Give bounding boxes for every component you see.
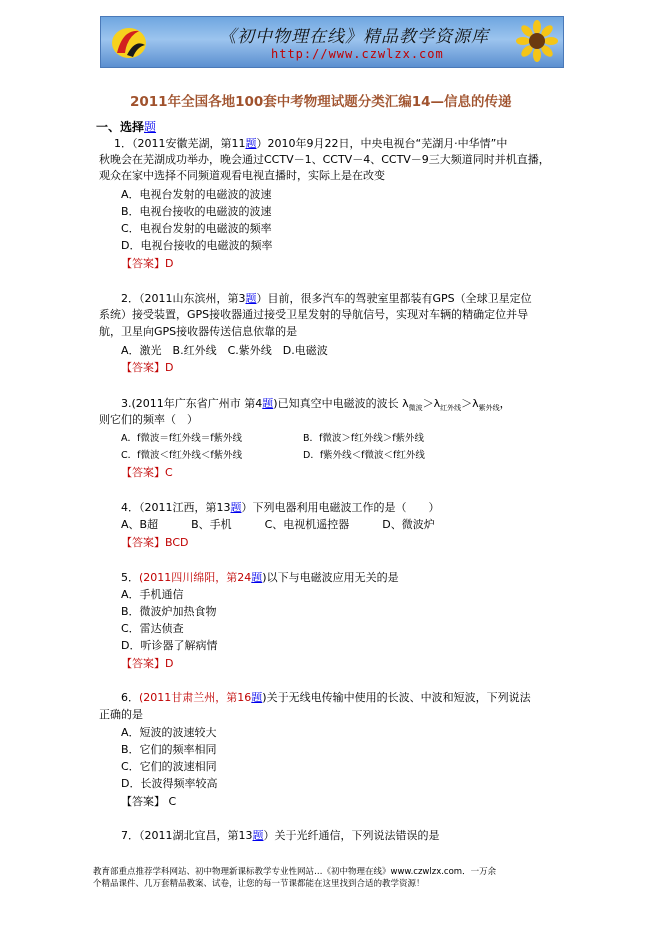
q1-option-b: B．电视台接收的电磁波的波速 — [121, 205, 272, 218]
q4-line1 — [121, 500, 440, 515]
q1-text: ）2010年9月22日，中央电视台“芜湖月·中华情”中 — [256, 137, 508, 150]
q1-option-c: C．电视台发射的电磁波的频率 — [121, 222, 272, 235]
q2-answer: 【答案】D — [121, 361, 174, 374]
q5-text: )以下与电磁波应用无关的是 — [262, 571, 399, 584]
section-link[interactable]: 题 — [144, 120, 157, 134]
q4-options: A、B超 B、手机 C、电视机遥控器 D、微波炉 — [121, 518, 435, 531]
q3-option-d: D．f紫外线＜f微波＜f红外线 — [303, 450, 425, 461]
q4-source: 4．（2011江西，第13 — [121, 501, 231, 514]
q1-option-d: D．电视台接收的电磁波的频率 — [121, 239, 273, 252]
q5-option-d: D．听诊器了解病情 — [121, 639, 218, 652]
q1-link[interactable]: 题 — [245, 137, 257, 150]
q6-line1 — [121, 690, 531, 705]
q3-option-c: C．f微波＜f红外线＜f紫外线 — [121, 450, 243, 461]
q6-option-b: B．它们的频率相同 — [121, 743, 217, 756]
q5-option-b: B．微波炉加热食物 — [121, 605, 217, 618]
q4-answer: 【答案】BCD — [121, 536, 189, 549]
q1-line3: 观众在家中选择不同频道观看电视直播时，实际上是在改变 — [99, 169, 385, 182]
q4-link[interactable]: 题 — [230, 501, 242, 514]
banner-url[interactable]: http://www.czwlzx.com — [271, 47, 444, 61]
q6-number: 6． — [121, 691, 139, 704]
site-banner — [100, 16, 564, 68]
q6-text: )关于无线电传输中使用的长波、中波和短波，下列说法 — [262, 691, 531, 704]
q6-option-d: D．长波得频率较高 — [121, 777, 218, 790]
q5-source: (2011四川绵阳，第24 — [139, 571, 252, 584]
q2-link[interactable]: 题 — [245, 292, 257, 305]
q5-number: 5． — [121, 571, 139, 584]
q2-source: 2．（2011山东滨州，第3 — [121, 292, 246, 305]
q2-line1 — [121, 291, 532, 306]
q3-answer: 【答案】C — [121, 466, 173, 479]
q6-answer: 【答案】 C — [121, 795, 177, 808]
q7-link[interactable]: 题 — [252, 829, 264, 842]
q6-option-a: A．短波的波速较大 — [121, 726, 217, 739]
q6-option-c: C．它们的波速相同 — [121, 760, 217, 773]
q5-answer: 【答案】D — [121, 657, 174, 670]
q2-text: ）目前，很多汽车的驾驶室里都装有GPS（全球卫星定位 — [256, 292, 532, 305]
q3-gt2: ＞λ — [461, 397, 479, 410]
q3-source: 3.(2011年广东省广州市 第4 — [121, 397, 263, 410]
q6-line2: 正确的是 — [99, 708, 143, 721]
section-heading — [96, 118, 156, 135]
q5-option-c: C．雷达侦查 — [121, 622, 184, 635]
q3-text: )已知真空中电磁波的波长 λ — [273, 397, 409, 410]
banner-title: 《初中物理在线》精品教学资源库 — [219, 27, 489, 47]
document-title: 2011年全国各地100套中考物理试题分类汇编14—信息的传递 — [130, 94, 512, 110]
q1-line1 — [114, 136, 507, 151]
q7-text: ）关于光纤通信，下列说法错误的是 — [263, 829, 440, 842]
q3-option-b: B．f微波＞f红外线＞f紫外线 — [303, 433, 425, 444]
q3-sub-ultraviolet: 紫外线 — [478, 404, 500, 413]
page-footer — [93, 866, 573, 890]
q3-link[interactable]: 题 — [262, 397, 274, 410]
q5-link[interactable]: 题 — [251, 571, 263, 584]
q6-link[interactable]: 题 — [251, 691, 263, 704]
q2-line3: 航，卫星向GPS接收器传送信息依靠的是 — [99, 325, 298, 338]
site-logo-icon — [109, 23, 149, 61]
q3-sub-microwave: 微波 — [408, 404, 423, 413]
sunflower-icon — [515, 19, 559, 63]
q7-source: 7．（2011湖北宜昌，第13 — [121, 829, 253, 842]
q5-line1 — [121, 570, 399, 585]
q1-line2: 秋晚会在芜湖成功举办，晚会通过CCTV－1、CCTV－4、CCTV－9三大频道同时并机直播， — [99, 153, 550, 166]
q3-comma: ， — [499, 397, 511, 410]
footer-line1: 教育部重点推荐学科网站、初中物理新课标教学专业性网站…《初中物理在线》www.czwlzx.com．一万余 — [93, 867, 497, 877]
q4-text: ）下列电器利用电磁波工作的是（ ） — [241, 501, 440, 514]
q1-source: 1．（2011安徽芜湖，第11 — [114, 137, 246, 150]
q6-source: (2011甘肃兰州，第16 — [139, 691, 252, 704]
section-prefix: 一、选择 — [96, 120, 145, 134]
footer-line2: 个精品课件、几万套精品教案、试卷，让您的每一节课都能在这里找到合适的教学资源！ — [93, 879, 425, 889]
q3-gt: ＞λ — [422, 397, 441, 410]
q3-sub-infrared: 红外线 — [440, 404, 462, 413]
q7-line1 — [121, 828, 440, 843]
q1-option-a: A．电视台发射的电磁波的波速 — [121, 188, 272, 201]
q2-options: A．激光 B.红外线 C.紫外线 D.电磁波 — [121, 344, 328, 357]
q1-answer: 【答案】D — [121, 257, 174, 270]
q2-line2: 系统）接受装置，GPS接收器通过接受卫星发射的导航信号，实现对车辆的精确定位并导 — [99, 308, 529, 321]
q3-option-a: A．f微波＝f红外线＝f紫外线 — [121, 433, 243, 444]
q3-line2: 则它们的频率（ ） — [99, 413, 198, 426]
q5-option-a: A．手机通信 — [121, 588, 184, 601]
